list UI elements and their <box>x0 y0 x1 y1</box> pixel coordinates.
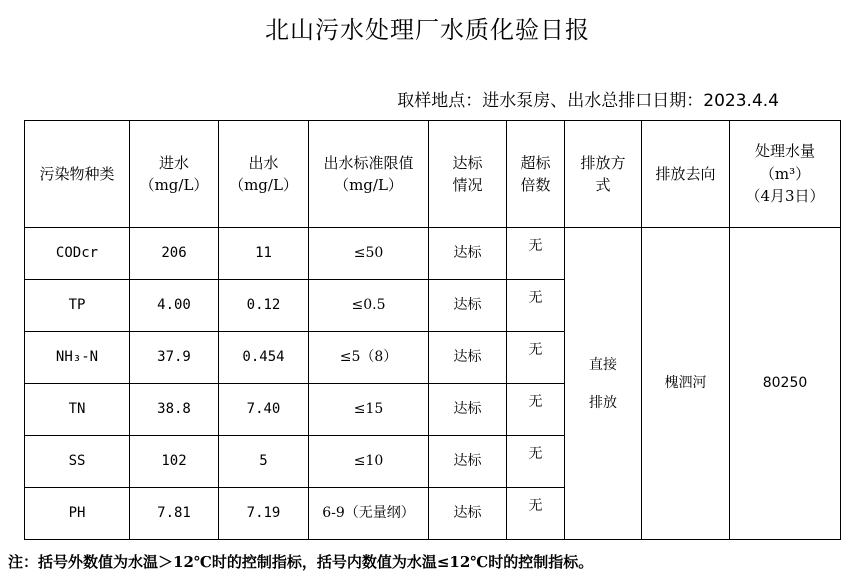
status-value: 达标 <box>429 384 507 436</box>
exceed-value: 无 <box>507 332 565 384</box>
header-status: 达标 情况 <box>429 121 507 228</box>
pollutant-name: PH <box>25 488 130 540</box>
outflow-value: 7.40 <box>219 384 309 436</box>
inflow-value: 37.9 <box>130 332 219 384</box>
header-inflow: 进水 （mg/L） <box>130 121 219 228</box>
water-quality-table <box>24 120 841 540</box>
header-method: 排放方 式 <box>565 121 642 228</box>
discharge-destination: 槐泗河 <box>642 228 730 540</box>
footnote: 注：括号外数值为水温＞12℃时的控制指标，括号内数值为水温≤12℃时的控制指标。 <box>8 553 594 571</box>
pollutant-name: CODcr <box>25 228 130 280</box>
limit-value: ≤15 <box>309 384 429 436</box>
limit-value: ≤5（8） <box>309 332 429 384</box>
status-value: 达标 <box>429 488 507 540</box>
header-destination: 排放去向 <box>642 121 730 228</box>
discharge-method: 直接 排放 <box>565 228 642 540</box>
pollutant-name: NH₃-N <box>25 332 130 384</box>
status-value: 达标 <box>429 436 507 488</box>
header-exceed: 超标 倍数 <box>507 121 565 228</box>
header-row <box>25 121 841 228</box>
exceed-value: 无 <box>507 436 565 488</box>
inflow-value: 206 <box>130 228 219 280</box>
header-volume: 处理水量 （m³） （4月3日） <box>730 121 841 228</box>
inflow-value: 4.00 <box>130 280 219 332</box>
inflow-value: 102 <box>130 436 219 488</box>
outflow-value: 11 <box>219 228 309 280</box>
outflow-value: 5 <box>219 436 309 488</box>
report-title: 北山污水处理厂水质化验日报 <box>265 16 590 44</box>
header-category: 污染物种类 <box>25 121 130 228</box>
pollutant-name: TP <box>25 280 130 332</box>
treated-volume: 80250 <box>730 228 841 540</box>
exceed-value: 无 <box>507 384 565 436</box>
limit-value: 6-9（无量纲） <box>309 488 429 540</box>
pollutant-name: TN <box>25 384 130 436</box>
exceed-value: 无 <box>507 488 565 540</box>
limit-value: ≤0.5 <box>309 280 429 332</box>
exceed-value: 无 <box>507 280 565 332</box>
status-value: 达标 <box>429 280 507 332</box>
header-limit: 出水标准限值 （mg/L） <box>309 121 429 228</box>
limit-value: ≤50 <box>309 228 429 280</box>
outflow-value: 0.454 <box>219 332 309 384</box>
limit-value: ≤10 <box>309 436 429 488</box>
outflow-value: 0.12 <box>219 280 309 332</box>
inflow-value: 7.81 <box>130 488 219 540</box>
outflow-value: 7.19 <box>219 488 309 540</box>
status-value: 达标 <box>429 332 507 384</box>
table-row <box>25 228 841 280</box>
inflow-value: 38.8 <box>130 384 219 436</box>
pollutant-name: SS <box>25 436 130 488</box>
status-value: 达标 <box>429 228 507 280</box>
exceed-value: 无 <box>507 228 565 280</box>
sampling-info: 取样地点：进水泵房、出水总排口日期：2023.4.4 <box>397 91 779 111</box>
header-outflow: 出水 （mg/L） <box>219 121 309 228</box>
